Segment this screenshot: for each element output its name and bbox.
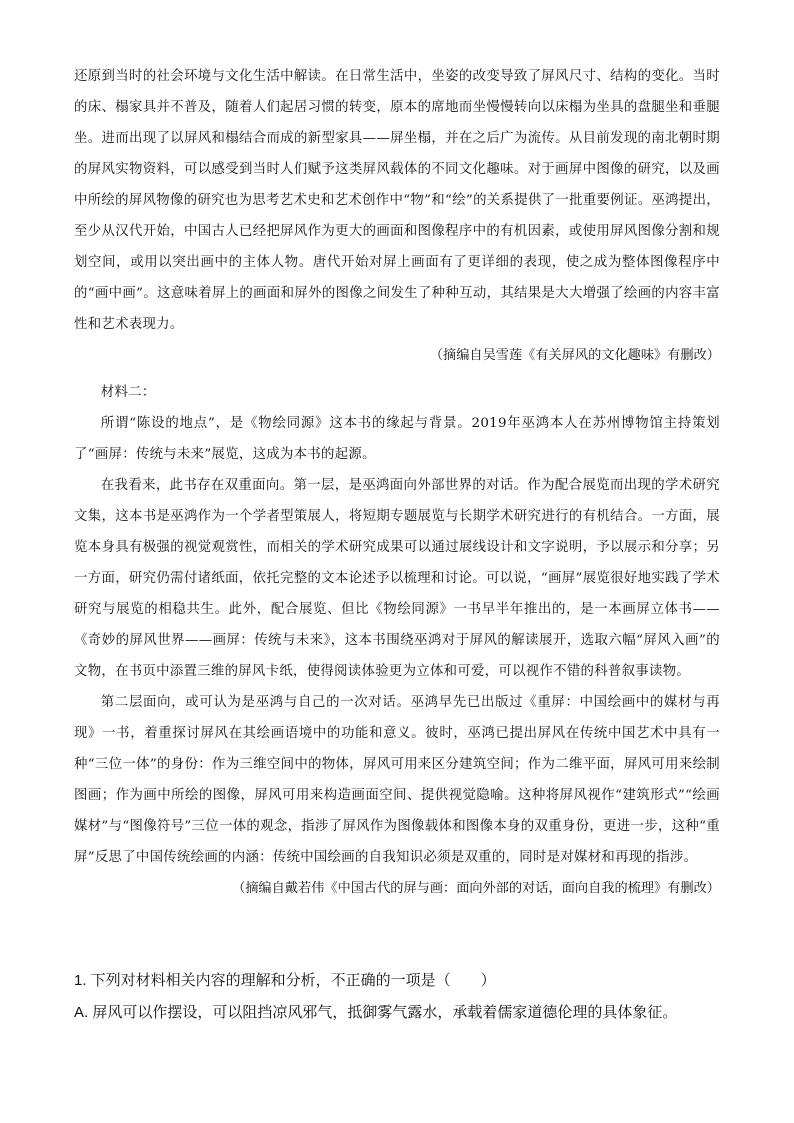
material-2-paragraph: 所谓“陈设的地点”，是《物绘同源》这本书的缘起与背景。2019年巫鸿本人在苏州博物馆主持策划了“画屏：传统与未来”展览，这成为本书的起源。: [74, 416, 720, 462]
material-2-section: [74, 377, 720, 904]
material-2-paragraph: 在我看来，此书存在双重面向。第一层，是巫鸿面向外部世界的对话。作为配合展览而出现的学术研究文集，这本书是巫鸿作为一个学者型策展人，将短期专题展览与长期学术研究进行的有机结合。一方面，展览本身具有极强的视觉观赏性，而相关的学术研究成果可以通过展线设计和文字说明，予以展示和分享；另一方面，研究仍需付诸纸面，依托完整的文本论述予以梳理和讨论。可以说，“画屏”展览很好地实践了学术研究与展览的相稳共生。此外，配合展览、但比《物绘同源》一书早半年推出的，是一本画屏立体书——《奇妙的屏风世界——画屏：传统与未来》，这本书围绕巫鸿对于屏风的解读展开，选取六幅“屏风入画”的文物，在书页中添置三维的屏风卡纸，使得阅读体验更为立体和可爱，可以视作不错的科普叙事读物。: [74, 478, 720, 679]
material-2-source: （摘编自戴若伟《中国古代的屏与画：面向外部的对话，面向自我的梳理》有删改）: [232, 881, 720, 896]
option-a[interactable]: A. 屏风可以作摆设，可以阻挡凉风邪气，抵御雾气露水，承载着儒家道德伦理的具体象征。: [74, 1004, 678, 1021]
question-stem: 1. 下列对材料相关内容的理解和分析，不正确的一项是（ ）: [74, 972, 496, 989]
question-1: [74, 966, 720, 1028]
material-2-paragraph: 第二层面向，或可认为是巫鸿与自己的一次对话。巫鸿早先已出版过《重屏：中国绘画中的媒材与再现》一书，着重探讨屏风在其绘画语境中的功能和意义。彼时，巫鸿已提出屏风在传统中国艺术中具有一种“三位一体”的身份：作为三维空间中的物体，屏风可用来区分建筑空间；作为二维平面，屏风可用来绘制图画；作为画中所绘的图像，屏风可用来构造画面空间、提供视觉隐喻。这种将屏风视作“建筑形式”“绘画媒材”与“图像符号”三位一体的观念，指涉了屏风作为图像载体和图像本身的双重身份，更进一步，这种“重屏”反思了中国传统绘画的内涵：传统中国绘画的自我知识必须是双重的，同时是对媒材和再现的指涉。: [74, 695, 720, 865]
material-1-paragraph: 还原到当时的社会环境与文化生活中解读。在日常生活中，坐姿的改变导致了屏风尺寸、结构的变化。当时的床、榻家具并不普及，随着人们起居习惯的转变，原本的席地而坐慢慢转向以床榻为坐具的盘腿坐和垂腿坐。进而出现了以屏风和榻结合而成的新型家具——屏坐榻，并在之后广为流传。从目前发现的南北朝时期的屏风实物资料，可以感受到当时人们赋予这类屏风载体的不同文化趣味。对于画屏中图像的研究，以及画中所绘的屏风物像的研究也为思考艺术史和艺术创作中“物”和“绘”的关系提供了一批重要例证。巫鸿提出，至少从汉代开始，中国古人已经把屏风作为更大的画面和图像程序中的有机因素，或使用屏风图像分割和规划空间，或用以突出画中的主体人物。唐代开始对屏上画面有了更详细的表现，使之成为整体图像程序中的“画中画”。这意味着屏上的画面和屏外的图像之间发生了种种互动，其结果是大大增强了绘画的内容丰富性和艺术表现力。: [74, 69, 720, 332]
material-1-section: [74, 61, 720, 371]
material-2-heading: 材料二：: [100, 385, 156, 400]
material-1-source: （摘编自吴雪莲《有关屏风的文化趣味》有删改）: [429, 348, 720, 363]
